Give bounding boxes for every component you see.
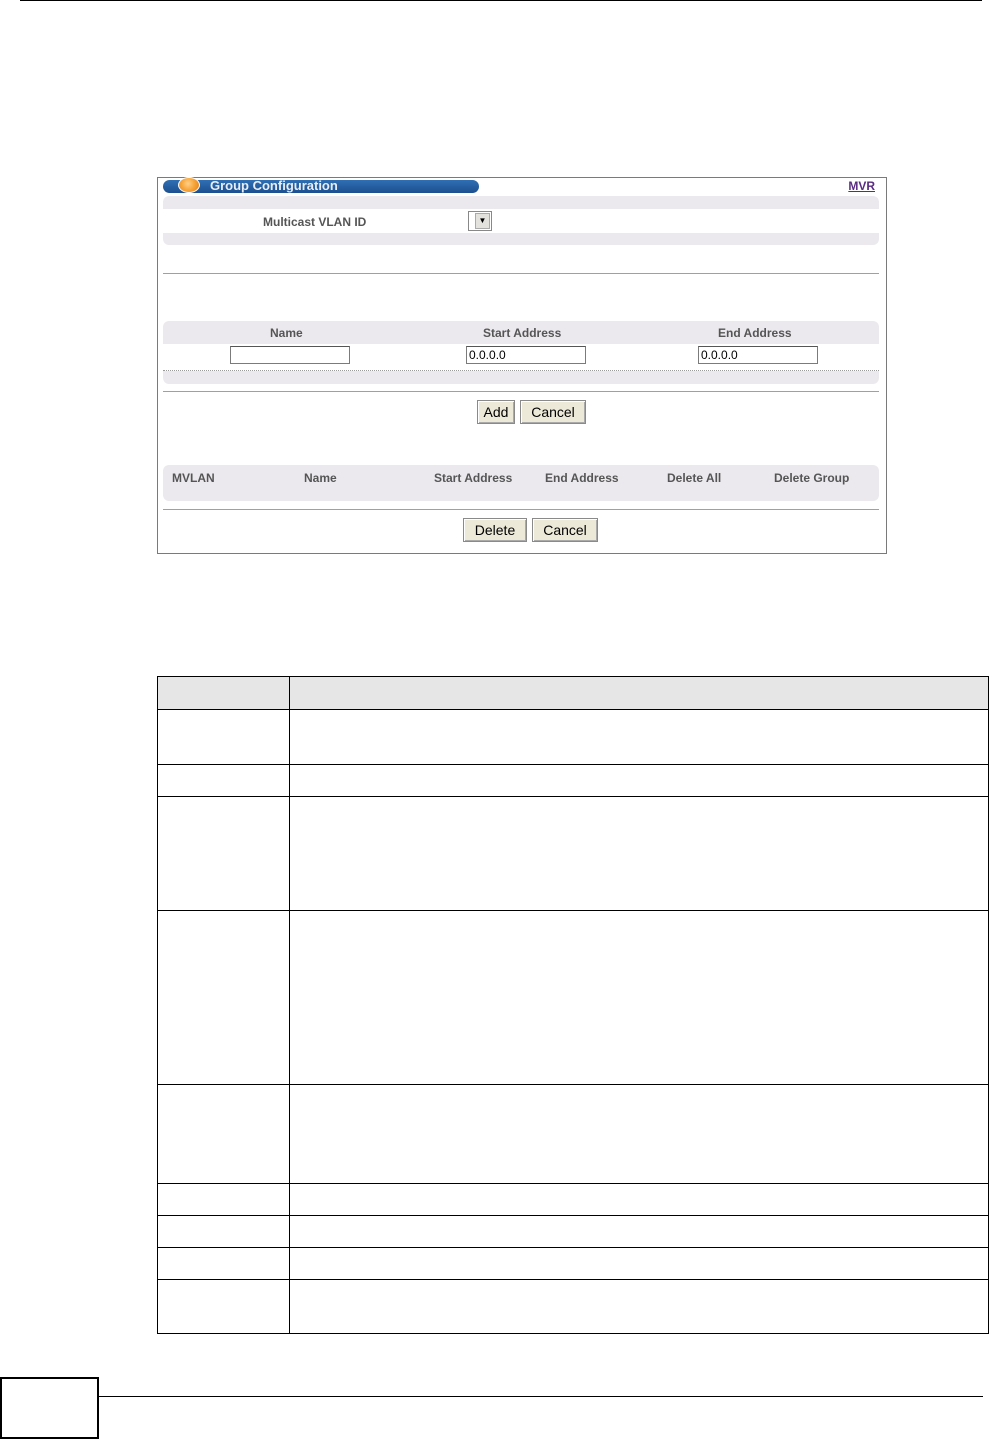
col-start-address-header: Start Address <box>483 326 562 340</box>
footer-rule <box>99 1396 983 1397</box>
col-start-address-header: Start Address <box>434 471 513 485</box>
col-end-address-header: End Address <box>545 471 619 485</box>
name-input[interactable] <box>230 346 350 364</box>
col-mvlan-header: MVLAN <box>172 471 215 485</box>
col-name-header: Name <box>304 471 337 485</box>
group-configuration-panel <box>157 177 887 554</box>
header-rule <box>20 0 982 1</box>
column-divider <box>289 677 290 1333</box>
col-delete-all-header: Delete All <box>667 471 722 485</box>
cancel-button[interactable]: Cancel <box>532 518 598 542</box>
end-address-input[interactable]: 0.0.0.0 <box>698 346 818 364</box>
table-row-line <box>158 910 988 911</box>
table-row-line <box>158 796 988 797</box>
multicast-vlan-label: Multicast VLAN ID <box>263 215 367 229</box>
divider <box>163 391 879 392</box>
col-delete-group-header: Delete Group <box>774 471 850 485</box>
mvr-link[interactable]: MVR <box>848 179 875 193</box>
table-row-line <box>158 764 988 765</box>
table-row-line <box>158 1215 988 1216</box>
table-row-line <box>158 1279 988 1280</box>
dropdown-arrow-icon: ▼ <box>475 213 490 229</box>
add-button[interactable]: Add <box>477 400 515 424</box>
group-list-header <box>163 465 879 501</box>
field-description-table <box>157 676 989 1334</box>
table-header <box>158 677 988 710</box>
page-number-box <box>0 1377 99 1439</box>
col-end-address-header: End Address <box>718 326 792 340</box>
table-row-line <box>158 1183 988 1184</box>
table-row-line <box>158 1247 988 1248</box>
table-row-line <box>158 1084 988 1085</box>
start-address-input[interactable]: 0.0.0.0 <box>466 346 586 364</box>
cancel-button[interactable]: Cancel <box>520 400 586 424</box>
col-name-header: Name <box>270 326 303 340</box>
orb-icon <box>178 177 200 193</box>
panel-title: Group Configuration <box>210 178 338 193</box>
divider <box>163 273 879 274</box>
delete-button[interactable]: Delete <box>463 518 527 542</box>
multicast-vlan-select[interactable] <box>468 211 492 231</box>
divider <box>163 509 879 510</box>
